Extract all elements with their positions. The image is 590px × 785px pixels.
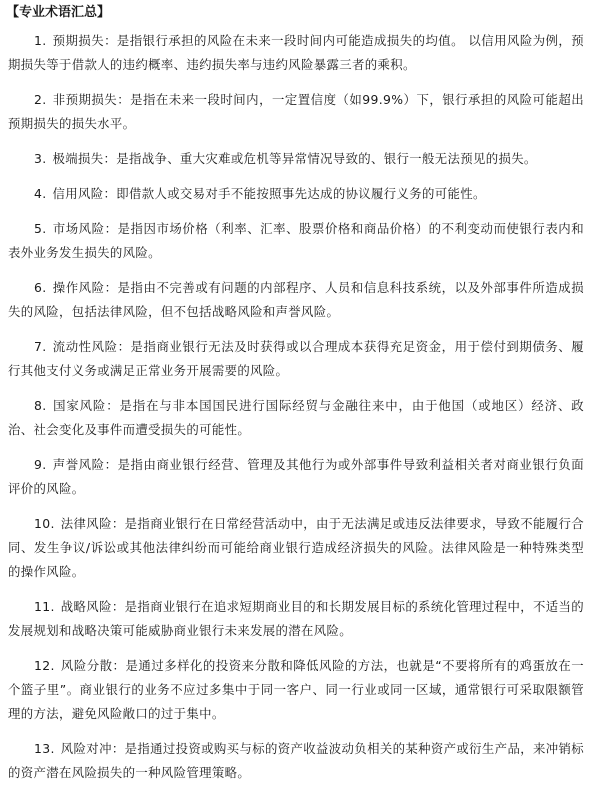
term-item bbox=[4, 276, 586, 324]
term-definition: 非预期损失：是指在未来一段时间内，一定置信度（如99.9%）下，银行承担的风险可能超出预期损失的损失水平。 bbox=[8, 92, 584, 131]
term-item bbox=[4, 217, 586, 265]
term-item bbox=[4, 394, 586, 442]
term-definition: 市场风险：是指因市场价格（利率、汇率、股票价格和商品价格）的不利变动而使银行表内和表外业务发生损失的风险。 bbox=[8, 221, 584, 260]
term-number: 7. bbox=[34, 339, 47, 354]
term-definition: 法律风险：是指商业银行在日常经营活动中，由于无法满足或违反法律要求，导致不能履行合同、发生争议/诉讼或其他法律纠纷而可能给商业银行造成经济损失的风险。法律风险是一种特殊类型的操作风险。 bbox=[8, 516, 584, 579]
term-number: 4. bbox=[34, 186, 47, 201]
term-definition: 极端损失：是指战争、重大灾难或危机等异常情况导致的、银行一般无法预见的损失。 bbox=[52, 151, 537, 166]
term-number: 3. bbox=[34, 151, 47, 166]
term-definition: 流动性风险：是指商业银行无法及时获得或以合理成本获得充足资金，用于偿付到期债务、履行其他支付义务或满足正常业务开展需要的风险。 bbox=[8, 339, 584, 378]
term-number: 5. bbox=[34, 221, 47, 236]
document-title: 【专业术语汇总】 bbox=[6, 5, 111, 20]
term-item bbox=[4, 182, 586, 206]
term-definition: 风险对冲：是指通过投资或购买与标的资产收益波动负相关的某种资产或衍生产品，来冲销标的资产潜在风险损失的一种风险管理策略。 bbox=[8, 741, 584, 780]
term-number: 10. bbox=[34, 516, 55, 531]
term-item bbox=[4, 737, 586, 785]
term-number: 13. bbox=[34, 741, 55, 756]
term-definition: 风险分散：是通过多样化的投资来分散和降低风险的方法，也就是“不要将所有的鸡蛋放在一个篮子里”。商业银行的业务不应过多集中于同一客户、同一行业或同一区域，通常银行可采取限额管理的方法，避免风险敞口的过于集中。 bbox=[8, 658, 584, 721]
term-list bbox=[4, 29, 586, 785]
term-definition: 战略风险：是指商业银行在追求短期商业目的和长期发展目标的系统化管理过程中，不适当的发展规划和战略决策可能威胁商业银行未来发展的潜在风险。 bbox=[8, 599, 584, 638]
term-item bbox=[4, 453, 586, 501]
term-number: 11. bbox=[34, 599, 55, 614]
term-definition: 国家风险：是指在与非本国国民进行国际经贸与金融往来中，由于他国（或地区）经济、政治、社会变化及事件而遭受损失的可能性。 bbox=[8, 398, 584, 437]
term-item bbox=[4, 654, 586, 726]
term-item bbox=[4, 512, 586, 584]
term-number: 8. bbox=[34, 398, 47, 413]
term-item bbox=[4, 335, 586, 383]
term-number: 2. bbox=[34, 92, 47, 107]
term-definition: 预期损失：是指银行承担的风险在未来一段时间内可能造成损失的均值。 以信用风险为例，预期损失等于借款人的违约概率、违约损失率与违约风险暴露三者的乘积。 bbox=[8, 33, 584, 72]
term-item bbox=[4, 147, 586, 171]
term-definition: 声誉风险：是指由商业银行经营、管理及其他行为或外部事件导致利益相关者对商业银行负面评价的风险。 bbox=[8, 457, 584, 496]
term-item bbox=[4, 595, 586, 643]
term-number: 1. bbox=[34, 33, 47, 48]
term-definition: 信用风险：即借款人或交易对手不能按照事先达成的协议履行义务的可能性。 bbox=[52, 186, 486, 201]
term-number: 6. bbox=[34, 280, 47, 295]
term-number: 12. bbox=[34, 658, 55, 673]
term-definition: 操作风险：是指由不完善或有问题的内部程序、人员和信息科技系统，以及外部事件所造成损失的风险，包括法律风险，但不包括战略风险和声誉风险。 bbox=[8, 280, 584, 319]
term-item bbox=[4, 88, 586, 136]
term-number: 9. bbox=[34, 457, 47, 472]
term-item bbox=[4, 29, 586, 77]
